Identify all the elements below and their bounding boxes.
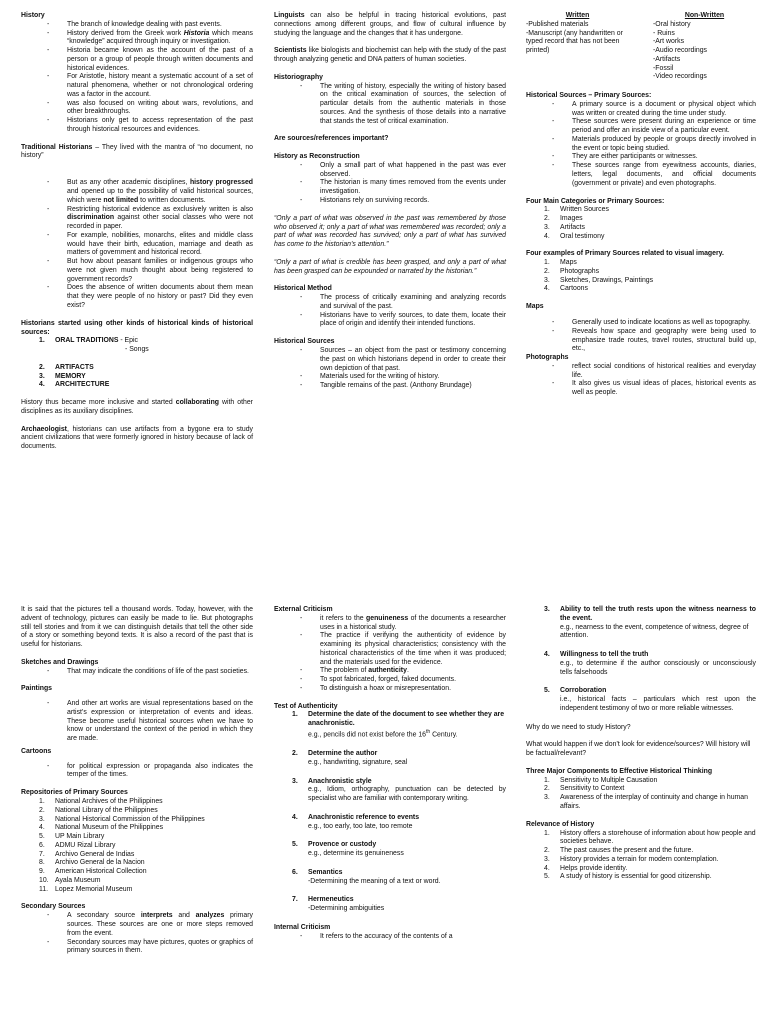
paintings-heading: Paintings bbox=[21, 685, 53, 693]
repositories-heading: Repositories of Primary Sources bbox=[21, 789, 128, 797]
list-item: 1. Maps bbox=[544, 259, 577, 267]
list-item: 9. American Historical Collection bbox=[39, 868, 147, 876]
list-item: 3. Awareness of the interplay of continuity and change in human affairs. bbox=[544, 794, 748, 811]
list-item: - History derived from the Greek work Historia which means “knowledge” acquired through inquiry or investigation. bbox=[21, 30, 253, 48]
external-criticism-list bbox=[274, 615, 506, 694]
list-item: -Video recordings bbox=[653, 73, 707, 81]
list-item: - it refers to the genuineness of the documents a researcher uses in a historical study. bbox=[274, 615, 506, 633]
written-column bbox=[526, 12, 629, 82]
sketches-heading: Sketches and Drawings bbox=[21, 658, 99, 666]
list-item: - The practice if verifying the authenticity of evidence by examining its physical characteristics; consistency with the historical characteristics of the time when it was produced; and the materials used for the evidence. bbox=[274, 632, 506, 667]
list-item: 4. ARCHITECTURE bbox=[39, 381, 110, 389]
list-item: 2. Photographs bbox=[544, 267, 600, 275]
list-item: 8. Archivo General de la Nacion bbox=[39, 859, 145, 867]
visual-imagery-heading: Four examples of Primary Sources related to visual imagery. bbox=[526, 250, 724, 258]
list-item: 4. Oral testimony bbox=[544, 232, 605, 240]
list-item: 2. ARTIFACTS bbox=[39, 363, 94, 371]
list-item: - Generally used to indicate locations as well as topography. bbox=[526, 319, 756, 328]
list-item: - Materials produced by people or groups directly involved in the event or topic being studied. bbox=[526, 136, 756, 154]
list-item: 3. History provides a terrain for modern contemplation. bbox=[544, 855, 719, 863]
written-heading: Written bbox=[565, 12, 590, 19]
list-item: 3. Artifacts bbox=[544, 223, 585, 231]
list-item: - It refers to the accuracy of the contents of a bbox=[274, 933, 506, 942]
list-item: - The process of critically examining and analyzing records and survival of the past. bbox=[274, 294, 506, 312]
primary-sources-list bbox=[526, 101, 756, 189]
history-list bbox=[21, 21, 253, 135]
list-item: 5. A study of history is essential for good citizenship. bbox=[544, 873, 712, 881]
kinds-heading: Historians started using other kinds of historical kinds of historical sources: bbox=[21, 319, 253, 336]
column-6 bbox=[526, 606, 756, 891]
internal-criticism-list bbox=[274, 933, 506, 942]
list-item: -Audio recordings bbox=[653, 47, 708, 55]
list-item: - for political expression or propaganda also indicates the temper of the times. bbox=[21, 763, 253, 781]
list-item: 5. UP Main Library bbox=[39, 833, 105, 841]
list-item: - It also gives us visual ideas of places, historical events as well as people. bbox=[526, 380, 756, 398]
maps-heading: Maps bbox=[526, 303, 544, 311]
nonwritten-heading: Non-Written bbox=[684, 12, 725, 19]
secondary-sources-heading: Secondary Sources bbox=[21, 903, 86, 911]
list-item: 1. National Archives of the Philippines bbox=[39, 798, 163, 806]
what-if-question: What would happen if we don’t look for evidence/sources? Will history will be factual/relevant? bbox=[526, 741, 751, 758]
list-item: 3. MEMORY bbox=[39, 372, 86, 380]
list-item: - The branch of knowledge dealing with past events. bbox=[21, 21, 253, 30]
sources-important-heading: Are sources/references important? bbox=[274, 135, 389, 143]
method-list bbox=[274, 294, 506, 329]
test-item: 3. Anachronistic style e.g., Idiom, orthography, punctuation can be detected by specialist who are familiar with contemporary writing. bbox=[292, 777, 506, 803]
songs-line: - Songs bbox=[125, 346, 149, 354]
external-criticism-heading: External Criticism bbox=[274, 606, 333, 613]
list-item: - Historians only get to access representation of the past through historical resources and evidences. bbox=[21, 117, 253, 135]
pictures-intro: It is said that the pictures tell a thousand words. Today, however, with the advent of technology, pictures can easily be made to lie. But photographs still tell stories and from it we can distinguish details that tell the other side of a story or something beyond texts. It is also a record of the past that is useful for historians. bbox=[21, 606, 253, 649]
list-item: 1. Sensitivity to Multiple Causation bbox=[544, 776, 658, 784]
column-3 bbox=[526, 12, 756, 407]
quote-2: “Only a part of what is credible has been grasped, and only a part of what has been grasped can be expounded or narrated by the historian.” bbox=[274, 258, 506, 275]
list-item: - But how about peasant families or indigenous groups who were not given much thought about being registered to government records? bbox=[21, 258, 253, 284]
kinds-list bbox=[21, 337, 253, 346]
traditional-historians-heading: Traditional Historians bbox=[21, 143, 93, 151]
list-item: - Reveals how space and geography were being used to emphasize trade routes, travel routes, structural build up, etc., bbox=[526, 328, 756, 354]
historiography-list bbox=[274, 83, 506, 127]
list-item: - Historians rely on surviving records. bbox=[274, 197, 506, 206]
list-item: 1. ORAL TRADITIONS - Epic bbox=[39, 337, 138, 345]
sources-heading: Historical Sources bbox=[274, 338, 335, 346]
repositories-list bbox=[21, 798, 253, 894]
list-item: - Ruins bbox=[653, 29, 675, 37]
cartoons-list bbox=[21, 763, 253, 781]
list-item: - Only a small part of what happened in the past was ever observed. bbox=[274, 162, 506, 180]
list-item: - The writing of history, especially the writing of history based on the critical examination of sources, the selection of particular details from the authentic materials in those sources. And the synthesis of those details into a narrative that stands the test of critical examination. bbox=[274, 83, 506, 127]
list-item: 1. Written Sources bbox=[544, 206, 609, 214]
method-heading: Historical Method bbox=[274, 285, 332, 293]
linguists-paragraph: Linguists can also be helpful in tracing historical evolutions, past connections among different groups, and flow of cultural influence by studying the language and the changes that it has undergone. bbox=[274, 12, 506, 37]
nonwritten-column bbox=[629, 12, 756, 82]
list-item: - But as any other academic disciplines, history progressed and opened up to the possibility of valid historical sources, which were not limited to written documents. bbox=[21, 179, 253, 205]
test-item: 7. Hermeneutics -Determining ambiguities bbox=[292, 896, 385, 913]
test-item: 2. Determine the author e.g., handwriting, signature, seal bbox=[292, 750, 408, 766]
column-2 bbox=[274, 12, 506, 400]
kinds-list-cont bbox=[21, 364, 253, 390]
list-item: - A secondary source interprets and analyzes primary sources. These sources are one or more steps removed from the event. bbox=[21, 912, 253, 938]
list-item: 3. Sketches, Drawings, Paintings bbox=[544, 276, 654, 284]
list-item: - Secondary sources may have pictures, quotes or graphics of primary sources in them. bbox=[21, 939, 253, 957]
list-item: - For example, nobilities, monarchs, elites and middle class would have their birth, education, marriage and death as matters of government and historical record. bbox=[21, 232, 253, 258]
list-item: - These sources range from eyewitness accounts, diaries, letters, legal documents, and official documents (government or private) and even photographs. bbox=[526, 162, 756, 188]
list-item: - The historian is many times removed from the events under investigation. bbox=[274, 179, 506, 197]
list-item: - These sources were present during an experience or time period and offer an inside view of a particular event. bbox=[526, 118, 756, 136]
traditional-historians-paragraph: Traditional Historians – They lived with the mantra of “no document, no history” bbox=[21, 143, 254, 160]
test-item: 5. Provence or custody e.g., determine its genuineness bbox=[292, 841, 404, 858]
list-item: - Sources – an object from the past or testimony concerning the past on which historians depend in order to create their own depiction of that past. bbox=[274, 347, 506, 373]
reconstruction-heading: History as Reconstruction bbox=[274, 153, 360, 161]
list-item: - was also focused on writing about wars, revolutions, and other breakthroughs. bbox=[21, 100, 253, 118]
three-components-heading: Three Major Components to Effective Historical Thinking bbox=[526, 767, 713, 775]
criteria-item: 5. Corroboration i.e., historical facts – particulars which rest upon the independent testimony of two or more reliable witnesses. bbox=[544, 687, 756, 712]
test-item: 6. Semantics -Determining the meaning of a text or word. bbox=[292, 868, 441, 885]
collaborating-paragraph: History thus became more inclusive and started collaborating with other disciplines as its auxiliary disciplines. bbox=[21, 399, 253, 415]
archaeologist-paragraph: Archaeologist, historians can use artifacts from a bygone era to study ancient civilizations that were formerly ignored in history because of lack of documents. bbox=[21, 425, 253, 451]
test-item: 1. Determine the date of the document to see whether they are anachronistic. e.g., pencils did not exist before the 16th Century. bbox=[292, 711, 505, 739]
three-components-list bbox=[526, 777, 756, 812]
list-item: - Tangible remains of the past. (Anthony Brundage) bbox=[274, 382, 506, 391]
list-item: -Art works bbox=[653, 38, 685, 46]
maps-list bbox=[526, 319, 756, 354]
secondary-sources-list bbox=[21, 912, 253, 956]
column-1 bbox=[21, 12, 253, 461]
traditional-list bbox=[21, 179, 253, 310]
list-item: 3. National Historical Commission of the Philippines bbox=[39, 815, 205, 823]
list-item: 4. Helps provide identity. bbox=[544, 864, 628, 872]
list-item: -Oral history bbox=[653, 20, 691, 28]
history-heading: History bbox=[21, 12, 45, 19]
list-item: 2. The past causes the present and the future. bbox=[544, 847, 694, 855]
sketches-list bbox=[21, 668, 253, 677]
list-item: - Historians have to verify sources, to date them, locate their place of origin and identify their intended functions. bbox=[274, 312, 506, 330]
list-item: - Historia became known as the account of the past of a person or a group of people through written documents and historical evidences. bbox=[21, 47, 253, 73]
list-item: 2. Sensitivity to Context bbox=[544, 785, 625, 793]
test-item: 4. Anachronistic reference to events e.g., too early, too late, too remote bbox=[292, 813, 420, 830]
photographs-list bbox=[526, 363, 756, 398]
photographs-heading: Photographs bbox=[526, 354, 569, 362]
list-item: -Fossil bbox=[653, 64, 674, 72]
list-item: 4. National Museum of the Philippines bbox=[39, 824, 164, 832]
list-item: 1. History offers a storehouse of information about how people and societies behave. bbox=[544, 829, 756, 846]
list-item: 2. Images bbox=[544, 215, 583, 223]
internal-criticism-heading: Internal Criticism bbox=[274, 923, 331, 931]
list-item: -Published materials bbox=[526, 20, 589, 28]
quote-1: “Only a part of what was observed in the past was remembered by those who observed it; only a part of what was remembered was recorded; only a part of what was recorded has survived; only a part of what has survived has come to the historian’s attention.” bbox=[274, 214, 506, 249]
four-categories-heading: Four Main Categories or Primary Sources: bbox=[526, 197, 665, 205]
column-4 bbox=[21, 606, 253, 965]
list-item: - Does the absence of written documents about them mean that they were people of no history or past? Did they even exist? bbox=[21, 284, 253, 310]
list-item: 2. National Library of the Philippines bbox=[39, 806, 158, 814]
four-categories-list bbox=[526, 206, 756, 241]
primary-sources-heading: Historical Sources – Primary Sources: bbox=[526, 92, 652, 100]
list-item: - That may indicate the conditions of life of the past societies. bbox=[21, 668, 253, 677]
list-item: - Restricting historical evidence as exclusively written is also discrimination against other social classes who were not recorded in paper. bbox=[21, 206, 253, 232]
list-item: -Manuscript (any handwritten or typed record that has not been printed) bbox=[526, 29, 623, 55]
list-item: - They are either participants or witnesses. bbox=[526, 153, 756, 162]
list-item: - To distinguish a hoax or misrepresentation. bbox=[274, 685, 506, 694]
test-authenticity-heading: Test of Authenticity bbox=[274, 702, 338, 710]
list-item: 7. Archivo General de Indias bbox=[39, 850, 135, 858]
column-5 bbox=[274, 606, 506, 951]
list-item: - reflect social conditions of historical realities and everyday life. bbox=[526, 363, 756, 381]
list-item: - A primary source is a document or physical object which was written or created during the time under study. bbox=[526, 101, 756, 119]
relevance-list bbox=[526, 830, 756, 883]
list-item: 10. Ayala Museum bbox=[39, 876, 101, 884]
cartoons-heading: Cartoons bbox=[21, 747, 52, 755]
reconstruction-list bbox=[274, 162, 506, 206]
paintings-list bbox=[21, 700, 253, 744]
sources-list bbox=[274, 347, 506, 391]
list-item: - Materials used for the writing of history. bbox=[274, 373, 506, 382]
criteria-item: 3. Ability to tell the truth rests upon the witness nearness to the event. e.g., nearness to the event, competence of witness, degree of attention. bbox=[544, 606, 756, 640]
written-nonwritten-table bbox=[526, 12, 756, 82]
list-item: -Artifacts bbox=[653, 55, 681, 63]
list-item: 11. Lopez Memorial Museum bbox=[39, 885, 133, 893]
list-item: 4. Cartoons bbox=[544, 285, 588, 293]
list-item: - To spot fabricated, forged, faked documents. bbox=[274, 676, 506, 685]
criteria-item: 4. Willingness to tell the truth e.g., to determine if the author consciously or unconsciously tells falsehoods bbox=[544, 651, 756, 676]
list-item: 6. ADMU Rizal Library bbox=[39, 841, 116, 849]
relevance-heading: Relevance of History bbox=[526, 820, 595, 828]
why-study-question: Why do we need to study History? bbox=[526, 723, 631, 731]
list-item: - The problem of authenticity. bbox=[274, 667, 506, 676]
list-item: - And other art works are visual representations based on the artist’s expression or interpretation of events and ideas. These become useful historical sources when we have to know or understand the context of the period in which they are made. bbox=[21, 700, 253, 744]
scientists-paragraph: Scientists like biologists and biochemist can help with the study of the past through analyzing genetic and DNA patters of human societies. bbox=[274, 47, 506, 64]
visual-imagery-list bbox=[526, 259, 756, 294]
list-item: - For Aristotle, history meant a systematic account of a set of natural phenomena, whether or not chronological ordering was a factor in the account. bbox=[21, 73, 253, 99]
historiography-heading: Historiography bbox=[274, 73, 324, 81]
